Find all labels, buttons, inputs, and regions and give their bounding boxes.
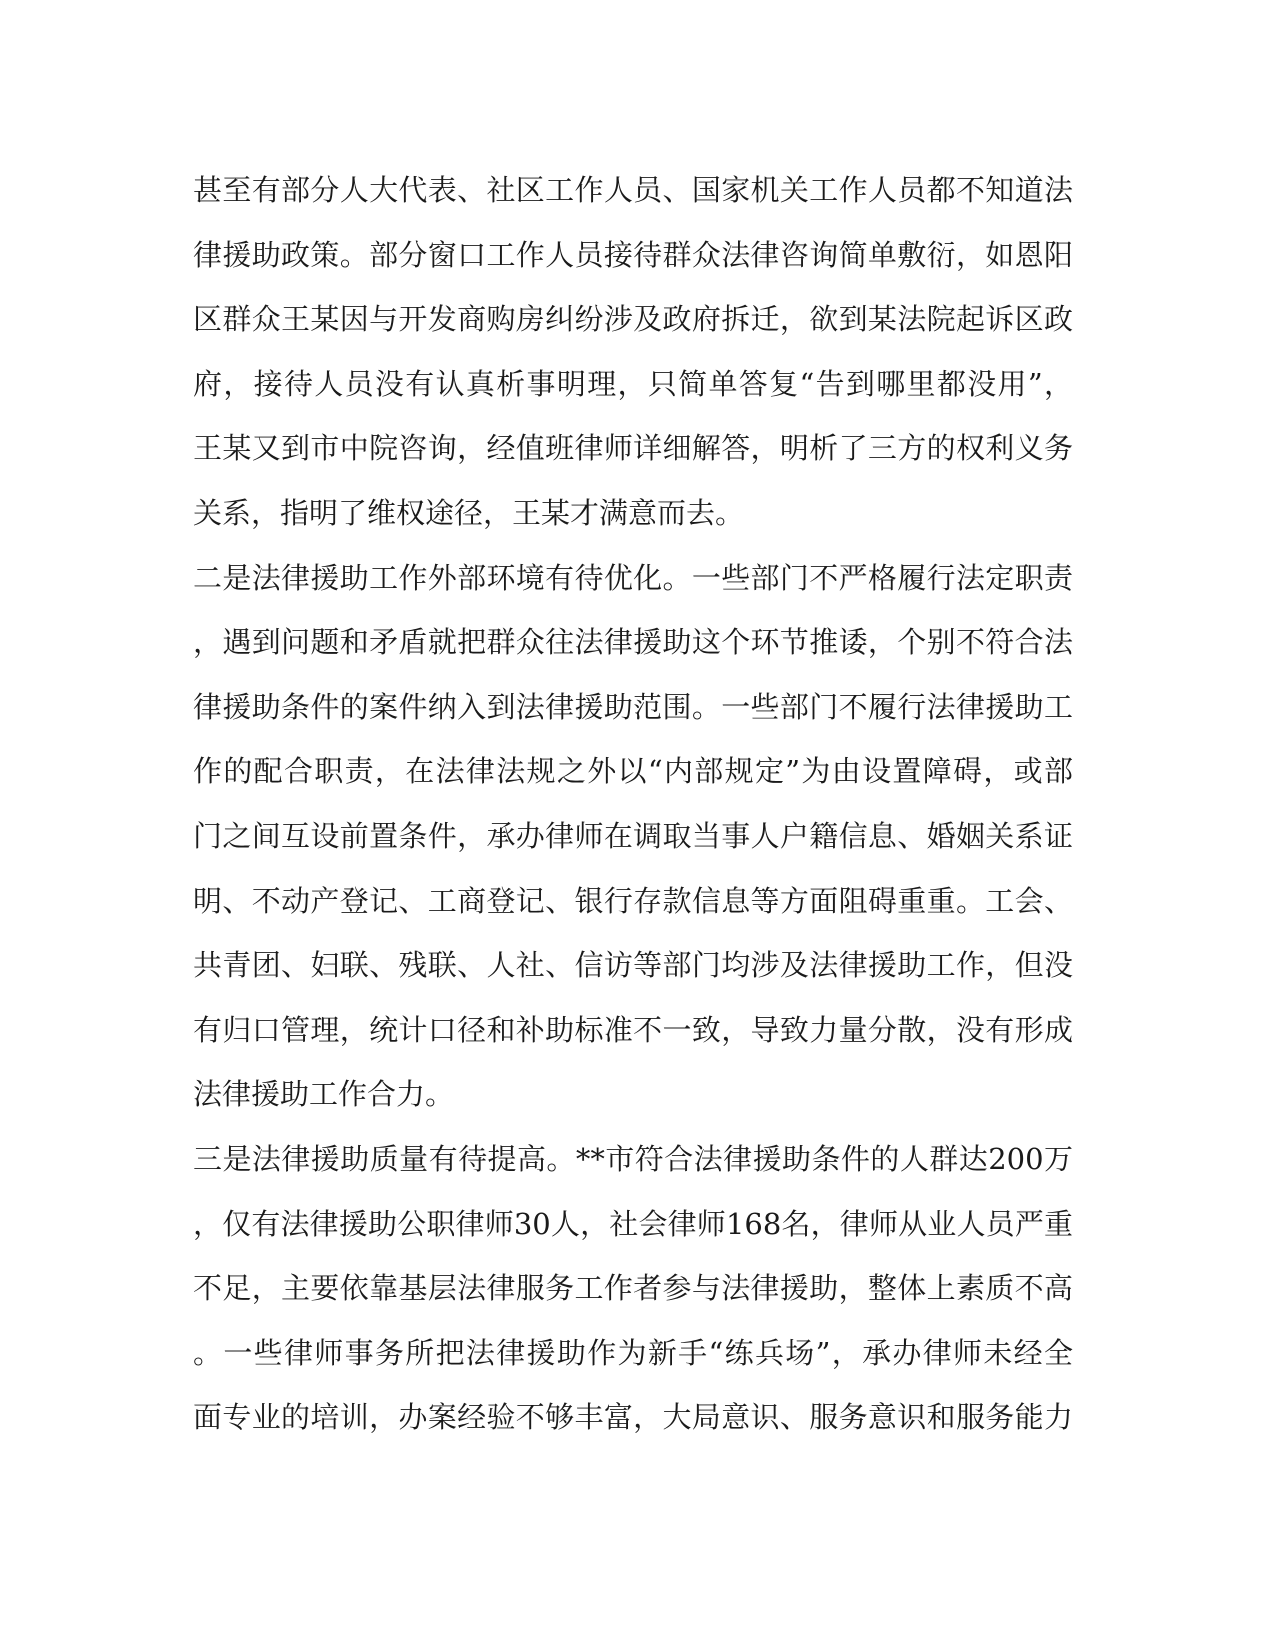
body-text bbox=[193, 158, 1073, 1450]
text-line: 不足，主要依靠基层法律服务工作者参与法律援助，整体上素质不高 bbox=[193, 1271, 1073, 1306]
text-line: 。一些律师事务所把法律援助作为新手“练兵场”，承办律师未经全 bbox=[193, 1335, 1073, 1370]
text-line: 共青团、妇联、残联、人社、信访等部门均涉及法律援助工作，但没 bbox=[193, 948, 1073, 983]
text-line: 府，接待人员没有认真析事明理，只简单答复“告到哪里都没用”， bbox=[193, 366, 1073, 401]
text-line: 三是法律援助质量有待提高。**市符合法律援助条件的人群达200万 bbox=[193, 1141, 1073, 1176]
text-line: 法律援助工作合力。 bbox=[193, 1077, 455, 1112]
text-line: ，仅有法律援助公职律师30人，社会律师168名，律师从业人员严重 bbox=[193, 1206, 1073, 1241]
text-line: 面专业的培训，办案经验不够丰富，大局意识、服务意识和服务能力 bbox=[193, 1400, 1073, 1435]
text-line: 律援助政策。部分窗口工作人员接待群众法律咨询简单敷衍，如恩阳 bbox=[193, 237, 1073, 272]
text-line: 作的配合职责，在法律法规之外以“内部规定”为由设置障碍，或部 bbox=[193, 754, 1073, 789]
text-line: ，遇到问题和矛盾就把群众往法律援助这个环节推诿，个别不符合法 bbox=[193, 625, 1073, 660]
text-line: 王某又到市中院咨询，经值班律师详细解答，明析了三方的权利义务 bbox=[193, 431, 1073, 466]
text-line: 有归口管理，统计口径和补助标准不一致，导致力量分散，没有形成 bbox=[193, 1012, 1073, 1047]
text-line: 甚至有部分人大代表、社区工作人员、国家机关工作人员都不知道法 bbox=[193, 173, 1073, 207]
text-line: 明、不动产登记、工商登记、银行存款信息等方面阻碍重重。工会、 bbox=[193, 883, 1073, 918]
text-line: 关系，指明了维权途径，王某才满意而去。 bbox=[193, 495, 745, 530]
text-line: 门之间互设前置条件，承办律师在调取当事人户籍信息、婚姻关系证 bbox=[193, 818, 1073, 853]
text-line: 律援助条件的案件纳入到法律援助范围。一些部门不履行法律援助工 bbox=[193, 689, 1073, 724]
text-line: 区群众王某因与开发商购房纠纷涉及政府拆迁，欲到某法院起诉区政 bbox=[193, 302, 1073, 337]
text-line: 二是法律援助工作外部环境有待优化。一些部门不严格履行法定职责 bbox=[193, 560, 1073, 595]
